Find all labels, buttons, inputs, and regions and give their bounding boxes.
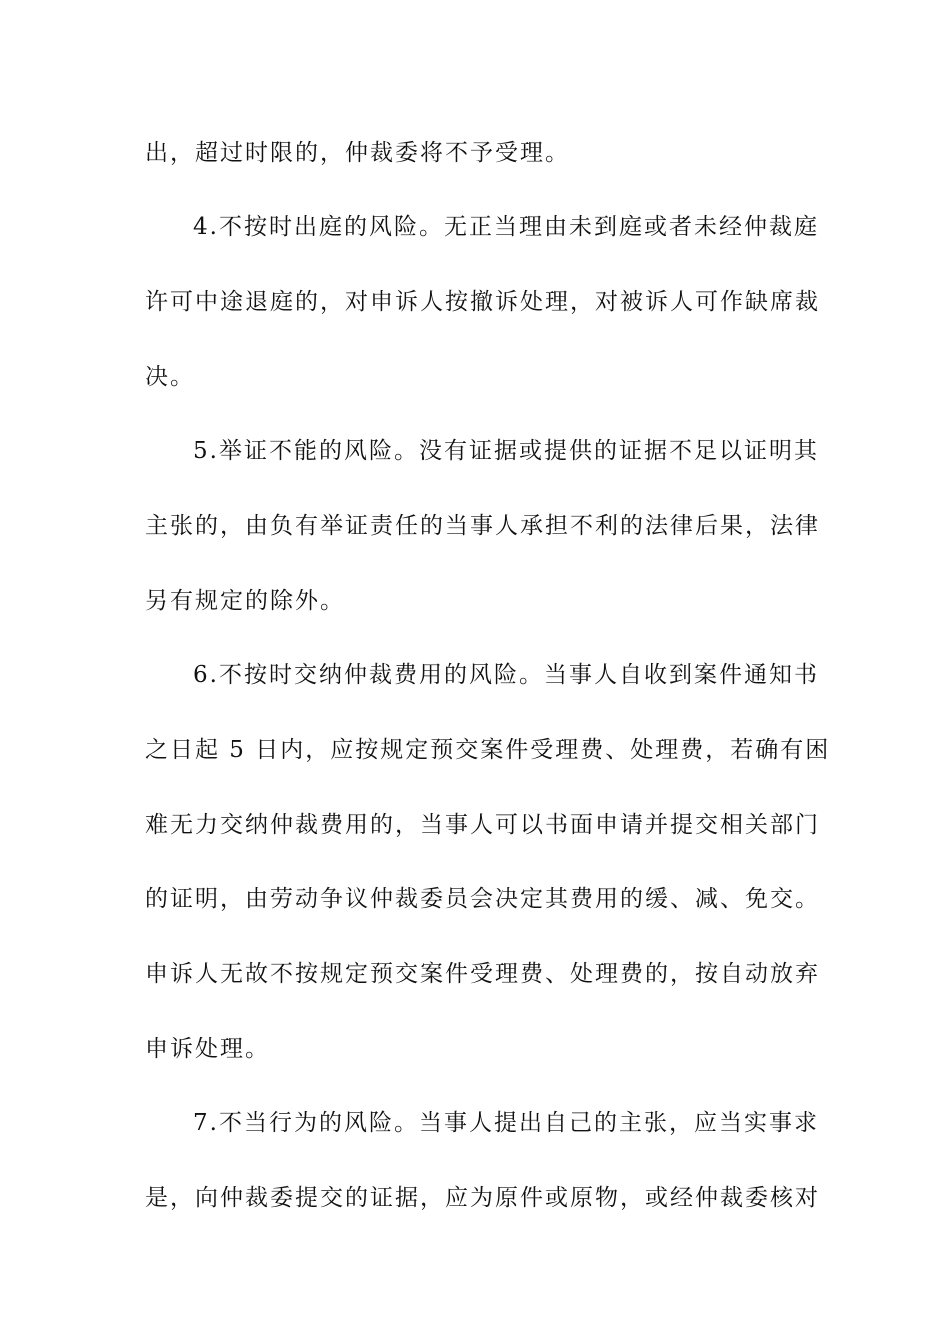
text-line-10: 难无力交纳仲裁费用的，当事人可以书面申请并提交相关部门 [145, 812, 820, 838]
text-line-5: 5.举证不能的风险。没有证据或提供的证据不足以证明其 [193, 438, 819, 464]
text-line-4: 决。 [145, 364, 195, 390]
text-line-15: 是，向仲裁委提交的证据，应为原件或原物，或经仲裁委核对 [145, 1185, 820, 1211]
text-line-1: 出，超过时限的，仲裁委将不予受理。 [145, 140, 570, 166]
text-line-7: 另有规定的除外。 [145, 588, 345, 614]
text-line-8: 6.不按时交纳仲裁费用的风险。当事人自收到案件通知书 [193, 662, 819, 688]
text-line-9: 之日起 5 日内，应按规定预交案件受理费、处理费，若确有困 [145, 737, 831, 763]
text-line-14: 7.不当行为的风险。当事人提出自己的主张，应当实事求 [193, 1110, 819, 1136]
text-line-6: 主张的，由负有举证责任的当事人承担不利的法律后果，法律 [145, 513, 820, 539]
text-line-2: 4.不按时出庭的风险。无正当理由未到庭或者未经仲裁庭 [193, 214, 819, 240]
text-line-12: 申诉人无故不按规定预交案件受理费、处理费的，按自动放弃 [145, 961, 820, 987]
text-line-3: 许可中途退庭的，对申诉人按撤诉处理，对被诉人可作缺席裁 [145, 289, 820, 315]
text-line-11: 的证明，由劳动争议仲裁委员会决定其费用的缓、减、免交。 [145, 886, 820, 912]
text-line-13: 申诉处理。 [145, 1036, 270, 1062]
